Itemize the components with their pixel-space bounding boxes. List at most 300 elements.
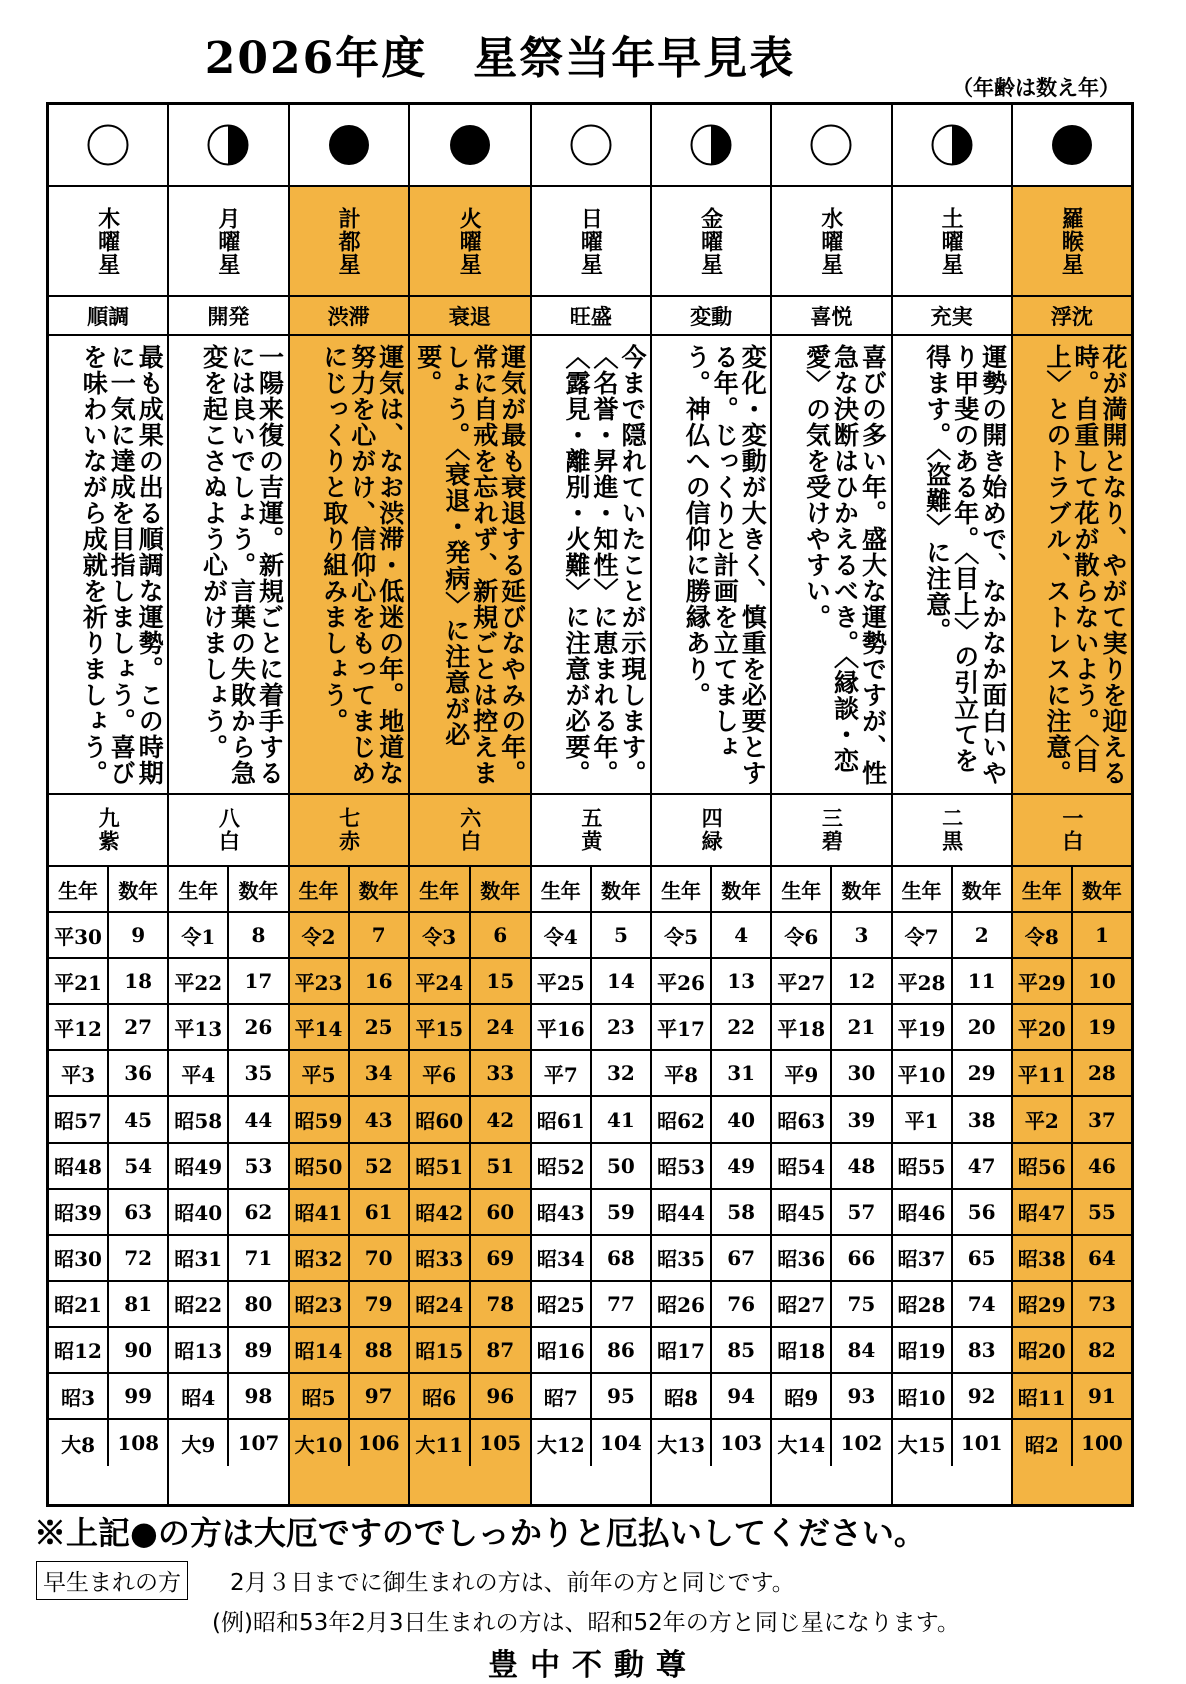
table-row <box>893 959 1011 1005</box>
birth-year: 平3 <box>61 1062 96 1087</box>
star-column <box>49 105 167 1504</box>
table-row <box>410 1097 530 1143</box>
age: 10 <box>1071 959 1131 1003</box>
birth-year: 平12 <box>54 1016 102 1041</box>
birth-year: 昭41 <box>294 1201 343 1226</box>
table-row <box>532 1282 650 1328</box>
table-row <box>893 1374 1011 1420</box>
age: 14 <box>590 959 650 1003</box>
birth-year: 令6 <box>784 924 819 949</box>
table-row <box>772 913 890 959</box>
table-row <box>49 1051 167 1097</box>
birth-year: 平23 <box>294 970 343 995</box>
birth-year: 昭57 <box>54 1109 102 1134</box>
table-row <box>772 1328 890 1374</box>
birth-year: 平13 <box>174 1016 223 1041</box>
age: 105 <box>469 1420 530 1466</box>
table-row <box>532 1144 650 1190</box>
birth-year-header: 生年 <box>781 878 822 903</box>
age: 61 <box>348 1190 408 1234</box>
age: 49 <box>710 1144 770 1188</box>
age: 15 <box>469 959 530 1003</box>
table-row <box>1013 1005 1131 1051</box>
table-row <box>49 1144 167 1190</box>
age: 90 <box>107 1328 167 1372</box>
table-row <box>410 1051 530 1097</box>
table-row <box>893 1144 1011 1190</box>
table-row <box>772 1420 890 1466</box>
birth-year: 昭51 <box>415 1155 464 1180</box>
table-row <box>169 1005 287 1051</box>
age: 88 <box>348 1328 408 1372</box>
age: 94 <box>710 1374 770 1418</box>
birth-year: 平29 <box>1017 970 1066 995</box>
star-description: 運気が最も衰退する延びなやみの年。常に自戒を忘れず、新規ごとは控えましょう。〈衰退・発病〉に注意が必要。 <box>413 344 527 786</box>
age: 29 <box>951 1051 1011 1095</box>
table-header-row <box>49 867 167 913</box>
table-header-row <box>169 867 287 913</box>
table-row <box>410 1282 530 1328</box>
birth-year: 昭38 <box>1017 1247 1066 1272</box>
age: 13 <box>710 959 770 1003</box>
table-row <box>532 1374 650 1420</box>
birth-year: 令4 <box>543 924 578 949</box>
early-birth-text: 2月３日までに御生まれの方は、前年の方と同じです。 <box>230 1570 795 1596</box>
birth-year: 平7 <box>543 1062 578 1087</box>
age: 68 <box>590 1236 650 1280</box>
table-row <box>772 959 890 1005</box>
table-row <box>652 1190 770 1236</box>
empty-circle-icon <box>772 105 890 187</box>
age: 57 <box>830 1190 890 1234</box>
table-row <box>772 1374 890 1420</box>
birth-year: 昭47 <box>1017 1201 1066 1226</box>
table-row <box>410 1328 530 1374</box>
birth-year: 昭44 <box>657 1201 705 1226</box>
star-column <box>530 105 650 1504</box>
star-description-cell <box>652 336 770 795</box>
age: 107 <box>227 1420 287 1466</box>
age: 102 <box>830 1420 890 1466</box>
table-row <box>893 1420 1011 1466</box>
birth-year: 昭27 <box>777 1293 826 1318</box>
age: 86 <box>590 1328 650 1372</box>
table-row <box>290 1097 408 1143</box>
table-row <box>1013 1236 1131 1282</box>
half-circle-icon <box>169 105 287 187</box>
birth-year: 昭36 <box>777 1247 826 1272</box>
age: 44 <box>227 1097 287 1141</box>
birth-year-header: 生年 <box>298 878 339 903</box>
birth-year: 昭3 <box>61 1385 96 1410</box>
birth-year: 令2 <box>301 924 336 949</box>
birth-year: 昭55 <box>897 1155 946 1180</box>
table-row <box>410 1005 530 1051</box>
star-column <box>167 105 287 1504</box>
table-row <box>893 1236 1011 1282</box>
age: 85 <box>710 1328 770 1372</box>
star-chart-table <box>46 102 1134 1507</box>
age: 31 <box>710 1051 770 1095</box>
birth-year: 昭20 <box>1017 1339 1066 1364</box>
birth-year: 令5 <box>664 924 699 949</box>
table-row <box>49 959 167 1005</box>
full-circle-icon <box>1013 105 1131 187</box>
table-header-row <box>1013 867 1131 913</box>
birth-year: 昭30 <box>54 1247 102 1272</box>
star-trait: 順調 <box>49 297 167 336</box>
birth-year: 昭59 <box>294 1109 343 1134</box>
table-row <box>772 1236 890 1282</box>
table-row <box>290 1420 408 1466</box>
age: 40 <box>710 1097 770 1141</box>
kyusei-label: 七赤 <box>336 807 362 853</box>
star-column <box>1011 105 1131 1504</box>
age: 103 <box>710 1420 770 1466</box>
kyusei-cell <box>893 795 1011 867</box>
table-header-row <box>532 867 650 913</box>
birth-year: 平8 <box>664 1062 699 1087</box>
birth-year: 昭61 <box>536 1109 585 1134</box>
star-name-cell <box>772 187 890 297</box>
star-trait: 喜悦 <box>772 297 890 336</box>
birth-year: 大9 <box>181 1432 216 1457</box>
birth-year: 昭7 <box>543 1385 578 1410</box>
birth-year: 昭48 <box>54 1155 102 1180</box>
table-row <box>652 913 770 959</box>
birth-year-header: 生年 <box>1021 878 1062 903</box>
star-description-cell <box>1013 336 1131 795</box>
kyusei-label: 二黒 <box>939 807 965 853</box>
title-main: 星祭当年早見表 <box>473 33 796 84</box>
star-name: 羅睺星 <box>1058 206 1085 276</box>
age: 8 <box>227 913 287 957</box>
birth-year: 平5 <box>301 1062 336 1087</box>
birth-year: 昭11 <box>1017 1385 1066 1410</box>
age: 56 <box>951 1190 1011 1234</box>
age: 60 <box>469 1190 530 1234</box>
age: 63 <box>107 1190 167 1234</box>
table-row <box>290 1328 408 1374</box>
birth-year: 平25 <box>536 970 585 995</box>
birth-year: 昭35 <box>657 1247 705 1272</box>
full-circle-icon <box>290 105 408 187</box>
star-trait: 浮沈 <box>1013 297 1131 336</box>
birth-year: 令7 <box>904 924 939 949</box>
star-trait: 旺盛 <box>532 297 650 336</box>
age: 42 <box>469 1097 530 1141</box>
age: 71 <box>227 1236 287 1280</box>
star-description: 一陽来復の吉運。新規ごとに着手するには良いでしょう。言葉の失敗から急変を起こさぬよう心がけましょう。 <box>199 344 285 786</box>
birth-year: 平28 <box>897 970 946 995</box>
table-row <box>532 1097 650 1143</box>
age: 67 <box>710 1236 770 1280</box>
age: 51 <box>469 1144 530 1188</box>
age: 100 <box>1071 1420 1131 1466</box>
age: 64 <box>1071 1236 1131 1280</box>
birth-year: 昭10 <box>897 1385 946 1410</box>
birth-year: 平24 <box>415 970 464 995</box>
kyusei-label: 一白 <box>1059 807 1085 853</box>
table-row <box>652 1005 770 1051</box>
age: 95 <box>590 1374 650 1418</box>
kyusei-label: 六白 <box>457 807 483 853</box>
age: 7 <box>348 913 408 957</box>
table-row <box>1013 1420 1131 1466</box>
birth-year: 昭52 <box>536 1155 585 1180</box>
table-row <box>652 1236 770 1282</box>
table-row <box>290 1051 408 1097</box>
table-row <box>532 1328 650 1374</box>
table-row <box>169 1282 287 1328</box>
age: 104 <box>590 1420 650 1466</box>
birth-year: 昭37 <box>897 1247 946 1272</box>
star-name-cell <box>49 187 167 297</box>
age: 12 <box>830 959 890 1003</box>
age: 59 <box>590 1190 650 1234</box>
table-row <box>49 1236 167 1282</box>
birth-year: 昭43 <box>536 1201 585 1226</box>
star-description: 花が満開となり、やがて実りを迎える時。自重して花が散らないよう。〈目上〉とのトラブル、ストレスに注意。 <box>1043 344 1128 786</box>
table-row <box>772 1144 890 1190</box>
table-row <box>893 1097 1011 1143</box>
table-row <box>290 1005 408 1051</box>
table-row <box>532 1420 650 1466</box>
star-name: 日曜星 <box>577 206 604 276</box>
age: 58 <box>710 1190 770 1234</box>
age: 55 <box>1071 1190 1131 1234</box>
star-column <box>891 105 1011 1504</box>
page-title <box>0 22 1000 86</box>
birth-year: 平16 <box>536 1016 585 1041</box>
star-name-cell <box>169 187 287 297</box>
age-note: （年齢は数え年） <box>952 75 1120 100</box>
age: 5 <box>590 913 650 957</box>
star-name-cell <box>652 187 770 297</box>
age-header: 数年 <box>227 867 287 911</box>
age: 74 <box>951 1282 1011 1326</box>
table-row <box>49 1328 167 1374</box>
star-column <box>288 105 408 1504</box>
birth-year-header: 生年 <box>419 878 460 903</box>
star-description-cell <box>410 336 530 795</box>
age: 54 <box>107 1144 167 1188</box>
star-description-cell <box>893 336 1011 795</box>
age: 96 <box>469 1374 530 1418</box>
birth-year: 令8 <box>1024 924 1059 949</box>
star-name: 金曜星 <box>697 206 724 276</box>
table-row <box>49 1005 167 1051</box>
age: 77 <box>590 1282 650 1326</box>
empty-circle-icon <box>532 105 650 187</box>
birth-year: 平9 <box>784 1062 819 1087</box>
birth-year: 昭14 <box>294 1339 343 1364</box>
birth-year: 昭17 <box>657 1339 705 1364</box>
age: 1 <box>1071 913 1131 957</box>
birth-year: 令3 <box>422 924 457 949</box>
birth-year-header: 生年 <box>661 878 702 903</box>
table-row <box>169 913 287 959</box>
birth-year: 平17 <box>657 1016 705 1041</box>
table-row <box>532 959 650 1005</box>
age: 62 <box>227 1190 287 1234</box>
age: 46 <box>1071 1144 1131 1188</box>
age: 18 <box>107 959 167 1003</box>
age: 43 <box>348 1097 408 1141</box>
kyusei-label: 三碧 <box>819 807 845 853</box>
age: 34 <box>348 1051 408 1095</box>
birth-year: 昭50 <box>294 1155 343 1180</box>
star-trait: 開発 <box>169 297 287 336</box>
birth-year-header: 生年 <box>540 878 581 903</box>
table-row <box>652 1328 770 1374</box>
table-row <box>410 1144 530 1190</box>
birth-year: 昭63 <box>777 1109 826 1134</box>
table-row <box>290 959 408 1005</box>
table-header-row <box>893 867 1011 913</box>
age: 79 <box>348 1282 408 1326</box>
table-row <box>169 959 287 1005</box>
table-row <box>410 1374 530 1420</box>
star-description: 運勢の開き始めで、なかなか面白いやり甲斐のある年。〈目上〉の引立てを得ます。〈盗難〉に注意。 <box>922 344 1008 786</box>
age: 35 <box>227 1051 287 1095</box>
age: 52 <box>348 1144 408 1188</box>
star-description-cell <box>290 336 408 795</box>
table-row <box>410 913 530 959</box>
birth-year: 昭25 <box>536 1293 585 1318</box>
age: 108 <box>107 1420 167 1466</box>
half-circle-icon <box>893 105 1011 187</box>
table-row <box>893 1328 1011 1374</box>
age-header: 数年 <box>830 867 890 911</box>
table-row <box>1013 1051 1131 1097</box>
kyusei-cell <box>290 795 408 867</box>
empty-circle-icon <box>49 105 167 187</box>
age: 101 <box>951 1420 1011 1466</box>
table-row <box>169 1051 287 1097</box>
birth-year: 昭42 <box>415 1201 464 1226</box>
table-row <box>169 1190 287 1236</box>
table-row <box>893 1282 1011 1328</box>
age: 37 <box>1071 1097 1131 1141</box>
star-trait: 充実 <box>893 297 1011 336</box>
birth-year: 昭15 <box>415 1339 464 1364</box>
age-header: 数年 <box>590 867 650 911</box>
kyusei-label: 五黄 <box>578 807 604 853</box>
table-row <box>532 1005 650 1051</box>
birth-year: 昭49 <box>174 1155 223 1180</box>
age: 4 <box>710 913 770 957</box>
table-row <box>49 913 167 959</box>
birth-year: 昭8 <box>664 1385 699 1410</box>
birth-year: 昭24 <box>415 1293 464 1318</box>
age: 39 <box>830 1097 890 1141</box>
birth-year: 平20 <box>1017 1016 1066 1041</box>
table-row <box>410 1420 530 1466</box>
age-header: 数年 <box>951 867 1011 911</box>
table-row <box>169 1097 287 1143</box>
birth-year: 昭2 <box>1024 1432 1059 1457</box>
table-row <box>652 1420 770 1466</box>
birth-year: 昭21 <box>54 1293 102 1318</box>
early-birth-label: 早生まれの方 <box>36 1561 188 1600</box>
star-description-cell <box>49 336 167 795</box>
birth-year: 昭34 <box>536 1247 585 1272</box>
age: 91 <box>1071 1374 1131 1418</box>
age: 47 <box>951 1144 1011 1188</box>
birth-year: 昭5 <box>301 1385 336 1410</box>
table-row <box>1013 913 1131 959</box>
kyusei-label: 八白 <box>216 807 242 853</box>
title-year: 2026年度 <box>204 33 428 84</box>
age: 87 <box>469 1328 530 1372</box>
age: 72 <box>107 1236 167 1280</box>
table-row <box>893 913 1011 959</box>
birth-year: 昭28 <box>897 1293 946 1318</box>
table-row <box>893 1051 1011 1097</box>
age: 81 <box>107 1282 167 1326</box>
birth-year: 大14 <box>777 1432 826 1457</box>
kyusei-label: 九紫 <box>96 807 122 853</box>
table-row <box>772 1190 890 1236</box>
age: 76 <box>710 1282 770 1326</box>
age: 24 <box>469 1005 530 1049</box>
age: 53 <box>227 1144 287 1188</box>
birth-year: 昭56 <box>1017 1155 1066 1180</box>
birth-year: 平18 <box>777 1016 826 1041</box>
birth-year: 昭53 <box>657 1155 705 1180</box>
table-row <box>169 1144 287 1190</box>
age-header: 数年 <box>469 867 530 911</box>
kyusei-cell <box>772 795 890 867</box>
kyusei-cell <box>410 795 530 867</box>
birth-year: 昭39 <box>54 1201 102 1226</box>
birth-year: 大15 <box>897 1432 946 1457</box>
table-row <box>49 1097 167 1143</box>
birth-year: 昭60 <box>415 1109 464 1134</box>
table-row <box>532 1190 650 1236</box>
kyusei-cell <box>652 795 770 867</box>
birth-year: 昭45 <box>777 1201 826 1226</box>
table-row <box>772 1051 890 1097</box>
table-row <box>772 1282 890 1328</box>
yakubarai-note: ※上記●の方は大厄ですのでしっかりと厄払いしてください。 <box>34 1514 926 1552</box>
half-circle-icon <box>652 105 770 187</box>
star-name-cell <box>893 187 1011 297</box>
age: 19 <box>1071 1005 1131 1049</box>
kyusei-label: 四緑 <box>699 807 725 853</box>
age: 78 <box>469 1282 530 1326</box>
age: 25 <box>348 1005 408 1049</box>
age: 50 <box>590 1144 650 1188</box>
birth-year: 大8 <box>61 1432 96 1457</box>
age: 92 <box>951 1374 1011 1418</box>
birth-year: 平26 <box>657 970 705 995</box>
star-trait: 変動 <box>652 297 770 336</box>
age-header: 数年 <box>107 867 167 911</box>
birth-year: 昭19 <box>897 1339 946 1364</box>
age: 45 <box>107 1097 167 1141</box>
age: 32 <box>590 1051 650 1095</box>
age: 26 <box>227 1005 287 1049</box>
kyusei-cell <box>1013 795 1131 867</box>
table-row <box>893 1190 1011 1236</box>
birth-year: 平21 <box>54 970 102 995</box>
star-name-cell <box>290 187 408 297</box>
table-row <box>169 1374 287 1420</box>
birth-year: 平1 <box>904 1109 939 1134</box>
birth-year: 平15 <box>415 1016 464 1041</box>
